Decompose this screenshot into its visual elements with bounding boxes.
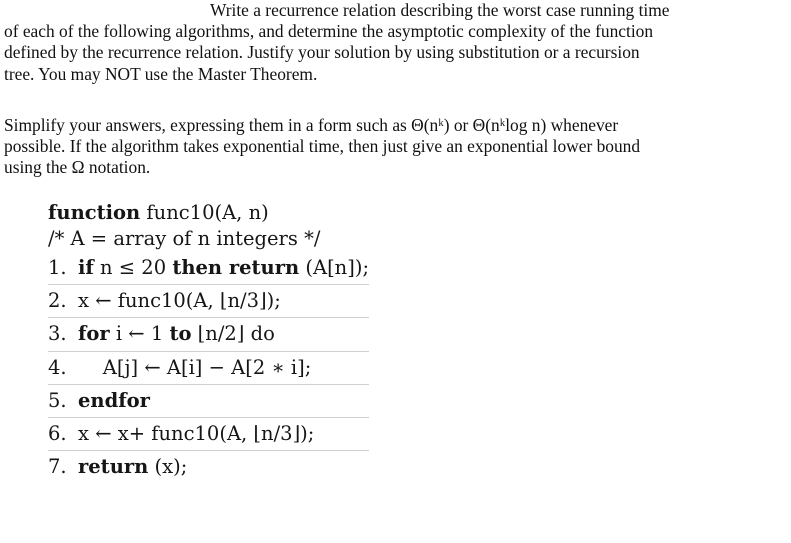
algorithm-line bbox=[48, 418, 369, 451]
code-text: x ← x+ func10(A, ⌊n/3⌋); bbox=[78, 421, 315, 445]
code-text: x ← func10(A, ⌊n/3⌋); bbox=[78, 289, 281, 313]
keyword: endfor bbox=[78, 388, 150, 412]
code-text: n ≤ 20 bbox=[93, 256, 173, 279]
algorithm-header bbox=[48, 200, 369, 226]
algorithm-line bbox=[48, 451, 369, 483]
function-keyword: function bbox=[48, 201, 141, 224]
simplify-line: using the Ω notation. bbox=[4, 157, 151, 178]
line-number: 4. bbox=[48, 355, 67, 379]
simplify-line: Simplify your answers, expressing them in a form such as Θ(nᵏ) or Θ(nᵏlog n) whenever bbox=[4, 115, 619, 135]
line-number: 7. bbox=[48, 455, 67, 479]
instructions-paragraph bbox=[4, 0, 789, 85]
line-number: 5. bbox=[48, 388, 67, 412]
line-number: 1. bbox=[48, 256, 67, 279]
instructions-line: tree. You may NOT use the Master Theorem. bbox=[4, 63, 318, 84]
code-text: ⌊n/2⌋ do bbox=[191, 322, 275, 346]
keyword: for bbox=[78, 322, 110, 346]
keyword: if bbox=[78, 256, 94, 279]
function-signature: func10(A, n) bbox=[146, 201, 269, 224]
algorithm-line bbox=[48, 352, 369, 385]
simplify-line: possible. If the algorithm takes exponential time, then just give an exponential lower bound bbox=[4, 136, 641, 157]
line-number: 3. bbox=[48, 322, 67, 346]
code-text: i ← 1 bbox=[109, 322, 170, 346]
algorithm-block bbox=[48, 200, 369, 483]
line-number: 2. bbox=[48, 289, 67, 313]
simplify-paragraph bbox=[4, 115, 789, 179]
code-text: (x); bbox=[148, 455, 188, 479]
keyword: to bbox=[169, 322, 192, 346]
instructions-line: of each of the following algorithms, and determine the asymptotic complexity of the function bbox=[4, 21, 654, 42]
algorithm-line bbox=[48, 285, 369, 318]
algorithm-line bbox=[48, 252, 369, 285]
keyword: return bbox=[78, 455, 149, 479]
code-text: (A[n]); bbox=[299, 256, 370, 279]
instructions-line: defined by the recurrence relation. Justify your solution by using substitution or a recursion bbox=[4, 42, 640, 63]
instructions-line: Write a recurrence relation describing the worst case running time bbox=[210, 0, 670, 20]
algorithm-comment: /* A = array of n integers */ bbox=[48, 227, 321, 250]
algorithm-line bbox=[48, 385, 369, 418]
algorithm-line bbox=[48, 318, 369, 351]
code-text: A[j] ← A[i] − A[2 ∗ i]; bbox=[78, 355, 312, 379]
line-number: 6. bbox=[48, 421, 67, 445]
keyword: then return bbox=[172, 256, 300, 279]
